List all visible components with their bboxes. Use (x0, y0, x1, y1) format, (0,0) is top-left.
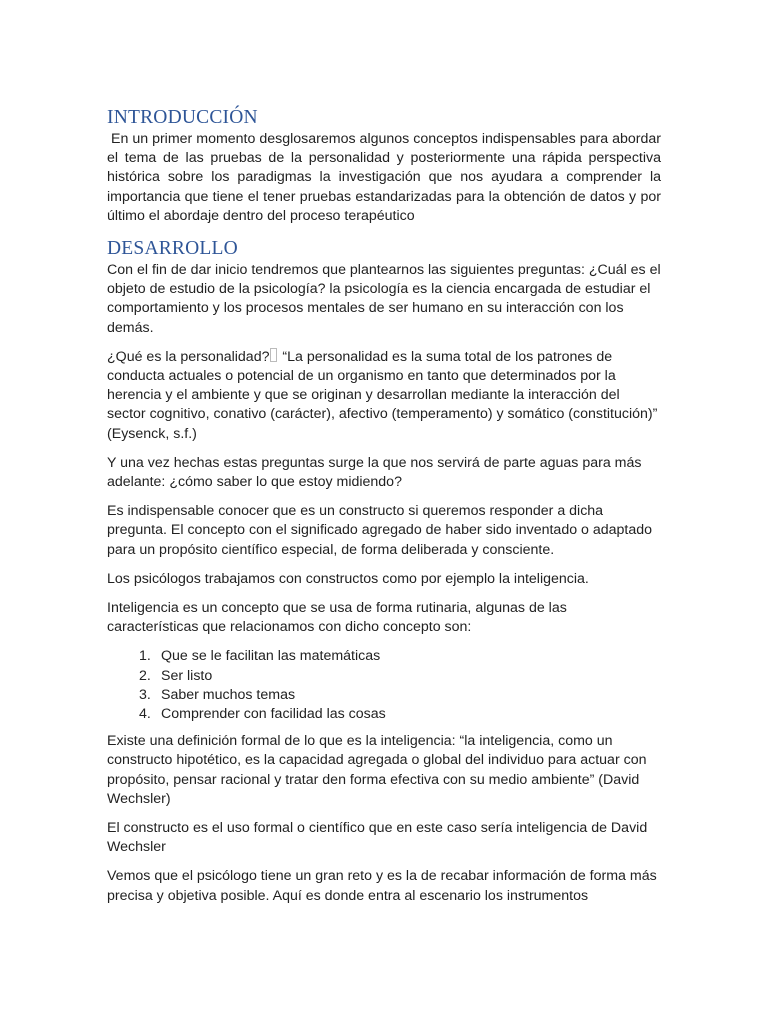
characteristics-list (107, 647, 661, 724)
paragraph-constructo-formal: El constructo es el uso formal o científico que en este caso sería inteligencia de David Wechsler (107, 820, 648, 856)
paragraph-parte-aguas: Y una vez hechas estas preguntas surge la que nos servirá de parte aguas para más adelante: ¿cómo saber lo que estoy midiendo? (107, 454, 642, 491)
list-number: 1. (139, 648, 151, 665)
list-text: Saber muchos temas (161, 686, 296, 703)
intro-paragraph: En un primer momento desglosaremos algunos conceptos indispensables para abordar el tema de las pruebas de la personalidad y posteriormente una rápida perspectiva histórica sobre los paradigmas la investigación que nos ayudara a comprender la importancia que tiene el tener pruebas estandarizadas para la obtención de datos y por último el abordaje dentro del proceso terapéutico (107, 131, 665, 224)
paragraph-reto-psicologo: Vemos que el psicólogo tiene un gran reto y es la de recabar información de forma más precisa y objetiva posible. Aquí es donde entra al escenario los instrumentos (107, 868, 657, 904)
formatting-mark-icon (270, 348, 277, 362)
list-item (107, 705, 661, 724)
list-item (107, 686, 661, 705)
development-heading: DESARROLLO (107, 238, 238, 260)
personality-question: ¿Qué es la personalidad? (107, 348, 270, 365)
document-body (107, 106, 665, 916)
list-text: Comprender con facilidad las cosas (161, 706, 386, 723)
list-item (107, 647, 661, 666)
paragraph-definicion-inteligencia: Existe una definición formal de lo que es la inteligencia: “la inteligencia, como un constructo hipotético, es la capacidad agregada o global del individuo para actuar con propósito, pensar racional y tratar den forma efectiva con su medio ambiente” (David Wechsler) (107, 733, 647, 807)
list-text: Que se le facilitan las matemáticas (161, 648, 381, 665)
list-number: 2. (139, 667, 151, 684)
paragraph-inteligencia: Inteligencia es un concepto que se usa de forma rutinaria, algunas de las características que relacionamos con dicho concepto son: (107, 600, 567, 636)
paragraph-psicologos: Los psicólogos trabajamos con constructos como por ejemplo la inteligencia. (107, 570, 589, 587)
list-number: 3. (139, 686, 151, 703)
intro-heading: INTRODUCCIÓN (107, 107, 258, 128)
personality-quote: “La personalidad es la suma total de los patrones de conducta actuales o potencial de un organismo en tanto que determinados por la herencia y el ambiente y que se originan y desarrollan mediante la interacción del sector cognitivo, conativo (carácter), afectivo (temperamento) y somático (constitución)” (Eysenck, s.f.) (107, 348, 658, 442)
list-item (107, 667, 661, 686)
list-number: 4. (139, 706, 151, 723)
list-text: Ser listo (161, 667, 213, 684)
paragraph-personalidad (107, 348, 661, 444)
paragraph-constructo: Es indispensable conocer que es un constructo si queremos responder a dicha pregunta. El concepto con el significado agregado de haber sido inventado o adaptado para un propósito científico especial, de forma deliberada y consciente. (107, 503, 653, 558)
paragraph-objeto-psicologia: Con el fin de dar inicio tendremos que plantearnos las siguientes preguntas: ¿Cuál es el objeto de estudio de la psicología? la psicología es la ciencia encargada de estudiar el comportamiento y los procesos mentales de ser humano en su interacción con los demás. (107, 262, 661, 336)
